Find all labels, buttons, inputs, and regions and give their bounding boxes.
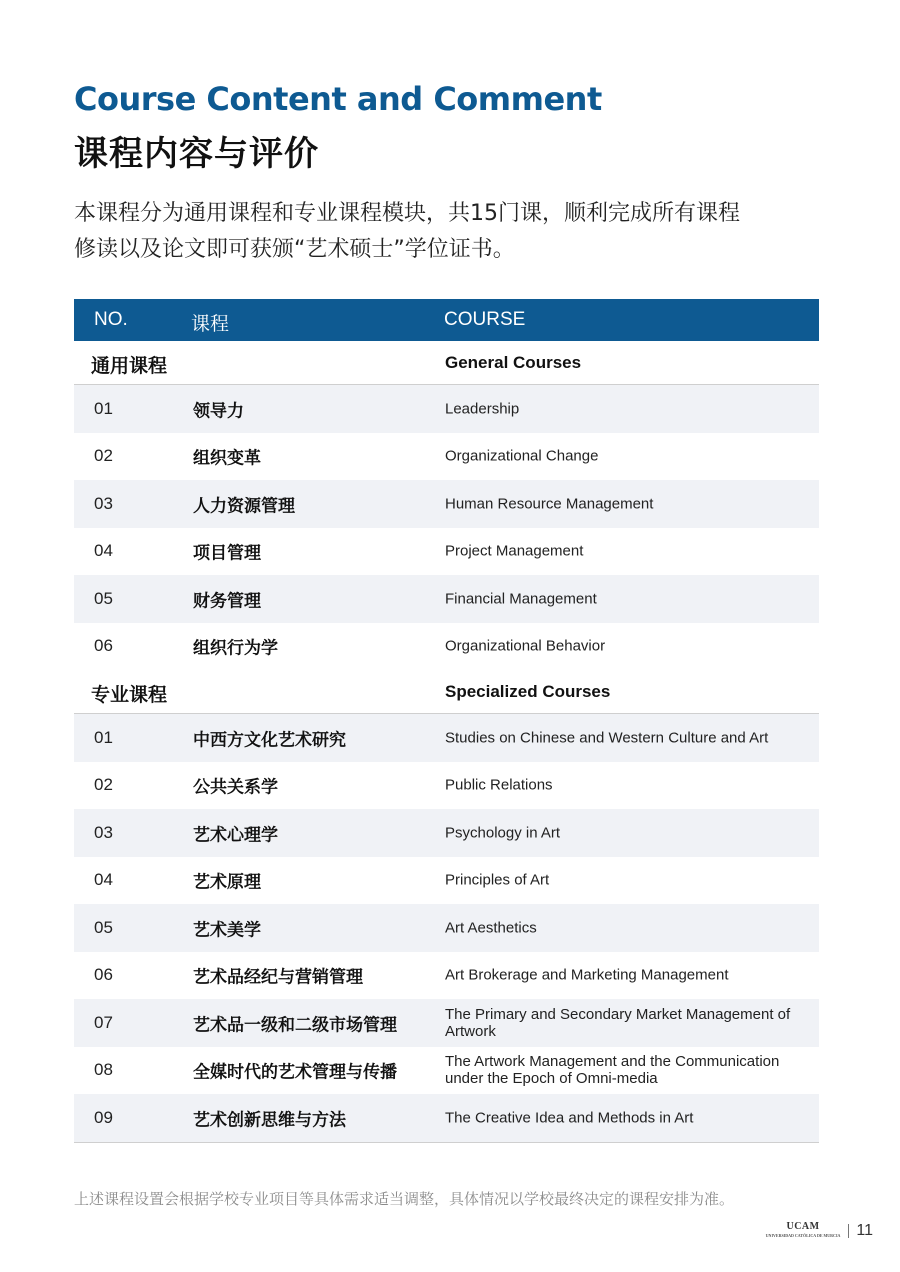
table-row [74,714,819,762]
page-title-en: Course Content and Comment [74,80,602,118]
footer-divider [848,1224,849,1238]
course-name-zh: 艺术心理学 [193,825,278,846]
course-name-en: Principles of Art [445,871,550,889]
course-number: 09 [94,1107,113,1127]
course-name-en: Leadership [445,400,520,418]
course-name-zh: 艺术创新思维与方法 [193,1110,346,1131]
section-label-zh: 通用课程 [91,355,168,377]
table-row [74,952,819,1000]
course-name-zh: 领导力 [193,401,244,422]
course-name-en: Organizational Change [445,447,599,465]
course-name-en: Public Relations [445,776,553,794]
table-row [74,385,819,433]
table-row [74,575,819,623]
course-name-en: Human Resource Management [445,495,654,513]
table-row [74,433,819,481]
table-row [74,809,819,857]
course-name-zh: 全媒时代的艺术管理与传播 [193,1062,397,1083]
table-row [74,623,819,671]
course-number: 01 [94,727,113,747]
course-name-zh: 艺术品经纪与营销管理 [193,967,363,988]
course-name-zh: 中西方文化艺术研究 [193,730,346,751]
col-header-no: NO. [94,309,128,330]
course-number: 05 [94,588,113,608]
course-number: 03 [94,822,113,842]
intro-paragraph [74,196,834,268]
course-name-zh: 项目管理 [193,543,261,564]
intro-line-1: 本课程分为通用课程和专业课程模块，共15门课，顺利完成所有课程 [74,201,740,226]
course-name-zh: 财务管理 [193,591,261,612]
course-number: 01 [94,398,113,418]
course-name-en: Art Brokerage and Marketing Management [445,966,729,984]
course-name-en: Studies on Chinese and Western Culture and Art [445,729,769,747]
table-row [74,999,819,1047]
ucam-logo [765,1220,841,1240]
course-name-en: Project Management [445,542,584,560]
course-number: 05 [94,917,113,937]
course-name-en: Art Aesthetics [445,919,537,937]
table-header [74,299,819,341]
logo-text: UCAM [786,1220,820,1232]
logo-subtext: UNIVERSIDAD CATÓLICA DE MURCIA [765,1232,841,1238]
general-course-rows [74,385,819,670]
page-title-zh: 课程内容与评价 [74,134,319,174]
course-number: 04 [94,870,113,890]
table-row [74,480,819,528]
section-label-zh: 专业课程 [91,684,168,706]
section-label-en: Specialized Courses [445,682,611,701]
course-number: 03 [94,493,113,513]
section-specialized [74,670,819,714]
section-label-en: General Courses [445,353,582,372]
table-row [74,1047,819,1095]
specialized-course-rows [74,714,819,1143]
table-row [74,857,819,905]
course-number: 02 [94,446,113,466]
page-number: 11 [856,1222,873,1239]
table-row [74,762,819,810]
course-name-zh: 艺术原理 [193,872,261,893]
course-number: 06 [94,636,113,656]
intro-line-2: 修读以及论文即可获颁“艺术硕士”学位证书。 [74,237,515,262]
course-name-zh: 艺术美学 [193,920,261,941]
course-name-en: Psychology in Art [445,824,561,842]
table-row [74,528,819,576]
course-table [74,299,819,1143]
col-header-course-zh: 课程 [191,314,230,335]
course-name-en: Financial Management [445,590,597,608]
course-name-zh: 人力资源管理 [193,496,295,517]
course-number: 07 [94,1012,113,1032]
course-name-en: The Creative Idea and Methods in Art [445,1109,694,1127]
col-header-course-en: COURSE [444,309,526,330]
course-number: 02 [94,775,113,795]
table-row [74,904,819,952]
page-footer [766,1220,873,1242]
section-general [74,341,819,385]
course-name-zh: 组织行为学 [193,638,278,659]
course-name-en: The Primary and Secondary Market Management of Artwork [445,1005,791,1040]
course-number: 04 [94,541,113,561]
table-row [74,1094,819,1142]
course-name-en: The Artwork Management and the Communication under the Epoch of Omni-media [445,1053,780,1088]
course-name-zh: 公共关系学 [193,777,278,798]
footnote: 上述课程设置会根据学校专业项目等具体需求适当调整，具体情况以学校最终决定的课程安排为准。 [74,1190,735,1208]
course-name-en: Organizational Behavior [445,637,606,655]
course-name-zh: 艺术品一级和二级市场管理 [193,1015,397,1036]
course-number: 08 [94,1060,113,1080]
course-number: 06 [94,965,113,985]
course-name-zh: 组织变革 [193,448,261,469]
